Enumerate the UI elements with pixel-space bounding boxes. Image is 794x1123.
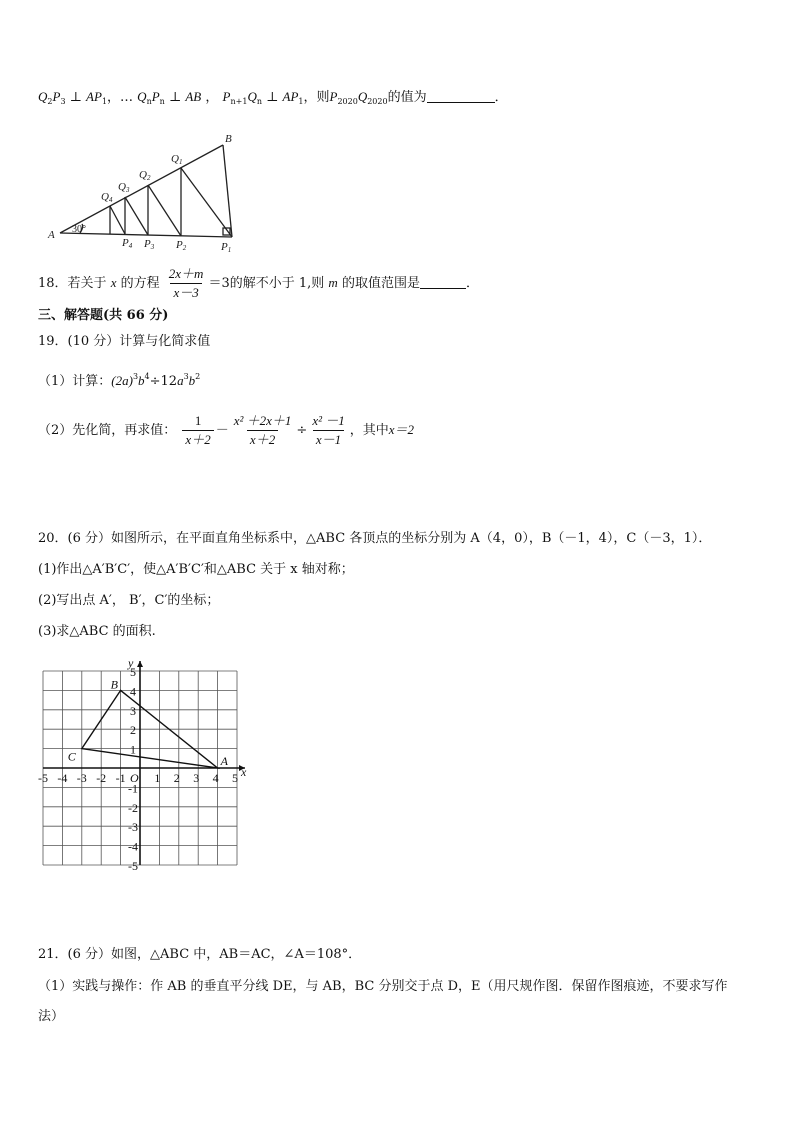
point-B-label: B xyxy=(110,677,118,692)
y-axis-arrow xyxy=(137,661,143,667)
p2020-sub: 2020 xyxy=(337,97,358,106)
seg-Q4P4 xyxy=(110,206,125,234)
q19-part2 xyxy=(38,410,414,451)
q2020-sub: 2020 xyxy=(367,97,388,106)
q18-text2: 的方程 xyxy=(120,276,160,291)
qn2-label: Q xyxy=(247,89,257,104)
p-label: P xyxy=(52,89,61,104)
q20-part3: (3)求△ABC 的面积. xyxy=(38,624,156,639)
q19-frac2 xyxy=(231,412,295,449)
section-title: 三、解答题(共 66 分) xyxy=(38,308,169,323)
q18-text1: 若关于 xyxy=(67,276,107,291)
q19-f1-den: x＋2 xyxy=(182,430,213,449)
label-P4: P4 xyxy=(122,237,133,250)
pn1-label: P xyxy=(222,89,231,104)
q20-header: 20．(6 分）如图所示，在平面直角坐标系中，△ABC 各顶点的坐标分别为 A（4，0），B（－1，4），C（－3，1）． xyxy=(38,531,712,546)
q19-part1-label: （1）计算： xyxy=(38,374,112,389)
ap1-sub: 1 xyxy=(298,97,304,106)
pn-sub: n xyxy=(159,97,165,106)
comma: ， xyxy=(205,90,219,105)
x-tick-label: -1 xyxy=(115,771,126,785)
y-tick-label: 1 xyxy=(130,742,136,757)
q-sub: 2 xyxy=(47,97,53,106)
q19-expr-2a: (2a) xyxy=(111,373,133,388)
q18-answer-blank[interactable] xyxy=(420,276,466,289)
q18-period: ． xyxy=(465,276,479,291)
qn2-sub: n xyxy=(256,97,262,106)
q19-minus: － xyxy=(215,423,229,438)
label-angle-30: 30° xyxy=(72,224,86,235)
q18-line xyxy=(38,265,479,302)
q19-frac3 xyxy=(309,412,347,449)
label-Q1: Q1 xyxy=(171,153,183,166)
q18-number: 18． xyxy=(38,276,68,291)
y-axis-label: y xyxy=(128,656,134,670)
q19-exp3: 3 xyxy=(132,372,139,381)
label-Q2: Q2 xyxy=(139,169,151,182)
x-axis-label: x xyxy=(241,765,247,779)
label-A: A xyxy=(48,229,55,241)
x-tick-label: 2 xyxy=(173,771,180,785)
q20-part1: (1)作出△A′B′C′，使△A′B′C′和△ABC 关于 x 轴对称； xyxy=(38,562,354,577)
point-A-label: A xyxy=(220,754,228,768)
point-C-label: C xyxy=(67,749,76,764)
ab-label: AB xyxy=(185,89,202,104)
q18-frac-den: x－3 xyxy=(170,283,201,302)
q18-var-x: x xyxy=(110,275,117,290)
tail-text: ，则 xyxy=(303,90,330,105)
q19-f2-den: x＋2 xyxy=(247,430,278,449)
q18-frac-num: 2x＋m xyxy=(168,266,204,281)
q19-exp3b: 3 xyxy=(183,372,189,381)
perp-symbol: ⊥ xyxy=(69,90,82,105)
q19-b2: b xyxy=(188,373,196,388)
y-tick-label: 5 xyxy=(130,665,136,679)
y-tick-label: 2 xyxy=(130,723,136,738)
q19-part1 xyxy=(38,368,200,391)
q18-fraction xyxy=(166,265,207,302)
label-P2: P2 xyxy=(176,239,187,252)
q17-triangle-figure xyxy=(40,128,240,256)
q20-coordinate-grid xyxy=(36,650,254,872)
q19-header: 19．(10 分）计算与化简求值 xyxy=(38,334,211,349)
y-tick-label: -3 xyxy=(128,820,138,835)
ap-sub: 1 xyxy=(101,97,108,106)
x-tick-label: -5 xyxy=(38,771,48,785)
qn-label: Q xyxy=(137,89,147,104)
q17-tail-line xyxy=(38,88,508,111)
q19-exp2: 2 xyxy=(195,372,201,381)
end-text: 的值为 xyxy=(387,90,427,105)
q19-div12: ÷12 xyxy=(149,374,178,389)
q21-header: 21．(6 分）如图，△ABC 中，AB＝AC，∠A＝108°． xyxy=(38,947,362,962)
q19-b: b xyxy=(138,373,145,388)
q21-part1-line1: （1）实践与操作：作 AB 的垂直平分线 DE，与 AB，BC 分别交于点 D，E（用尺规作图．保留作图痕迹，不要求写作 xyxy=(38,979,728,994)
q18-eq: ＝3 xyxy=(208,276,230,291)
pn1-sub: n+1 xyxy=(230,97,248,106)
label-Q4: Q4 xyxy=(101,191,113,204)
q19-f3-den: x－1 xyxy=(313,430,344,449)
q19-f2-num: x² ＋2x＋1 xyxy=(233,413,292,428)
y-tick-label: -1 xyxy=(128,781,138,796)
q19-a: a xyxy=(177,373,184,388)
y-tick-label: -4 xyxy=(128,839,138,854)
q19-part2-label: （2）先化简，再求值： xyxy=(38,423,177,438)
label-P1: P1 xyxy=(221,241,232,254)
y-tick-label: 4 xyxy=(130,684,136,699)
origin-label: O xyxy=(130,771,139,785)
label-B: B xyxy=(225,133,232,145)
ellipsis: ，… xyxy=(107,90,138,105)
side-BP1 xyxy=(223,145,232,237)
pn-label: P xyxy=(151,89,160,104)
y-tick-label: 3 xyxy=(130,703,136,718)
x-tick-label: -4 xyxy=(57,771,68,785)
q20-part2: (2)写出点 A′， B′，C′的坐标； xyxy=(38,593,220,608)
label-Q3: Q3 xyxy=(118,181,130,194)
q19-div: ÷ xyxy=(296,423,308,438)
period: ． xyxy=(494,90,508,105)
q19-frac1 xyxy=(182,412,213,449)
label-P3: P3 xyxy=(144,238,155,251)
seg-Q2P2 xyxy=(148,185,181,236)
seg-Q3P3 xyxy=(125,197,148,235)
perp-symbol-2: ⊥ xyxy=(168,90,182,105)
x-tick-label: 3 xyxy=(193,771,200,785)
perp-symbol-3: ⊥ xyxy=(266,90,279,105)
answer-blank[interactable] xyxy=(427,90,495,103)
q19-where: ，其中 xyxy=(349,423,389,438)
hypotenuse-AB xyxy=(60,145,223,233)
x-tick-label: 1 xyxy=(154,771,161,785)
q-label: Q xyxy=(38,89,48,104)
y-tick-label: -5 xyxy=(128,859,138,872)
x-tick-label: -3 xyxy=(76,771,87,785)
x-tick-label: 5 xyxy=(232,771,238,785)
p-sub: 3 xyxy=(60,97,66,106)
p2020-label: P xyxy=(329,89,338,104)
q19-x-eq: x＝2 xyxy=(388,422,415,437)
q19-f1-num: 1 xyxy=(194,413,202,428)
x-tick-label: -2 xyxy=(96,771,107,785)
q19-exp4: 4 xyxy=(144,372,150,381)
y-tick-label: -2 xyxy=(128,800,138,815)
x-tick-label: 4 xyxy=(212,771,219,785)
q18-text4: 的取值范围是 xyxy=(341,276,420,291)
q19-f3-num: x² －1 xyxy=(312,413,345,428)
seg-Q1P1 xyxy=(181,168,232,237)
q18-text3: 的解不小于 1,则 xyxy=(229,276,325,291)
q21-part1-line2: 法） xyxy=(38,1009,65,1024)
ap1-label: AP xyxy=(282,89,299,104)
ap-label: AP xyxy=(86,89,102,104)
q18-var-m: m xyxy=(328,275,338,290)
q2020-label: Q xyxy=(357,89,368,104)
qn-sub: n xyxy=(146,97,152,106)
